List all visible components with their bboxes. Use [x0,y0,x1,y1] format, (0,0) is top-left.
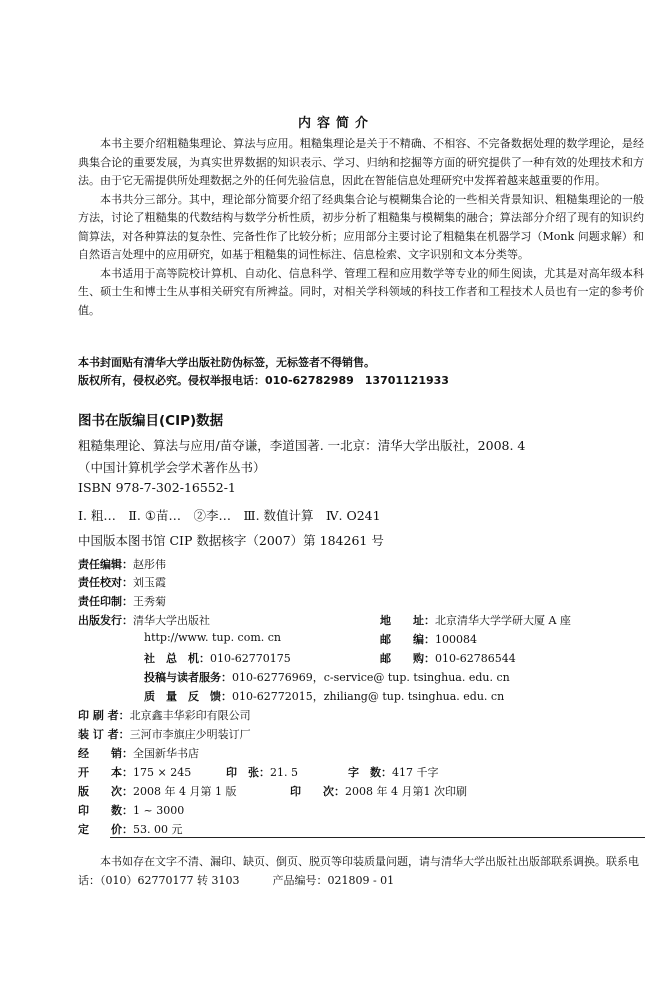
editor-value: 赵彤伟 [133,558,166,571]
quality-feedback-label: 质 量 反 馈： [144,690,232,703]
format-label: 开 本： [78,766,133,779]
intro-paragraph: 本书共分三部分。其中，理论部分简要介绍了经典集合论与模糊集合论的一些相关背景知识、粗糙集理论的一般方法，讨论了粗糙集的代数结构与数学分析性质，初步分析了粗糙集与模糊集的融合；算法部分介绍了现有的知识约简算法，对各种算法的复杂性、完备性作了比较分析；应用部分主要讨论了粗糙集在机器学习（Monk 问题求解）和自然语言处理中的应用研究，如基于粗糙集的词性标注、信息检索、文字识别和文本分类等。 [78,192,644,261]
sheets-label: 印 张： [226,766,270,779]
binder-value: 三河市李旗庄少明装订厂 [129,728,251,741]
switchboard-value: 010-62770175 [210,652,291,665]
cip-line: ISBN 978-7-302-16552-1 [78,480,236,495]
word-count-label: 字 数： [348,766,392,779]
switchboard-label: 社 总 机： [144,652,210,665]
printer-value: 北京鑫丰华彩印有限公司 [129,709,251,722]
word-count-value: 417 千字 [392,766,439,779]
distributor-label: 经 销： [78,747,133,760]
printing-value: 王秀菊 [133,595,166,608]
edition-value: 2008 年 4 月第 1 版 [133,785,237,798]
content-intro [78,135,644,320]
intro-paragraph: 本书适用于高等院校计算机、自动化、信息科学、管理工程和应用数学等专业的师生阅读，尤其是对高年级本科生、硕士生和博士生从事相关研究有所裨益。同时，对相关学科领域的科技工作者和工程技术人员也有一定的参考价值。 [78,266,644,317]
cip-heading: 图书在版编目(CIP)数据 [78,413,224,429]
copyright-hotline: 版权所有，侵权必究。侵权举报电话：010-62782989 13701121933 [78,374,449,387]
distributor-value: 全国新华书店 [133,747,199,760]
print-run-label: 印 次： [290,785,345,798]
mail-order-value: 010-62786544 [435,652,516,665]
reader-service-value: 010-62776969，c-service@ tup. tsinghua. edu. cn [232,671,510,684]
postcode-value: 100084 [435,633,477,646]
price-label: 定 价： [78,823,133,836]
footer-note-text: 本书如存在文字不清、漏印、缺页、倒页、脱页等印装质量问题，请与清华大学出版社出版部联系调换。联系电话：（010）62770177 转 3103 产品编号：021809 - 01 [78,855,639,887]
printer-label: 印 刷 者： [78,709,130,722]
mail-order-label: 邮 购： [380,652,435,665]
quality-feedback-value: 010-62772015，zhiliang@ tup. tsinghua. edu. cn [232,690,505,703]
price-value: 53. 00 元 [133,823,183,836]
edition-label: 版 次： [78,785,133,798]
publishing-info [78,556,638,836]
website: http://www. tup. com. cn [144,631,282,644]
cip-line: Ⅰ. 粗… Ⅱ. ①苗… ②李… Ⅲ. 数值计算 Ⅳ. O241 [78,508,381,523]
cip-line: （中国计算机学会学术著作丛书） [78,460,266,475]
intro-paragraph: 本书主要介绍粗糙集理论、算法与应用。粗糙集理论是关于不精确、不相容、不完备数据处理的数学理论，是经典集合论的重要发展，为真实世界数据的知识表示、学习、归纳和挖掘等方面的研究提供了一种有效的处理技术和方法。由于它无需提供所处理数据之外的任何先验信息，因此在智能信息处理研究中发挥着越来越重要的作用。 [78,137,644,187]
footer-divider [110,837,645,838]
binder-label: 装 订 者： [78,728,130,741]
proofreader-label: 责任校对： [78,576,133,589]
proofreader-value: 刘玉霞 [133,576,166,589]
postcode-label: 邮 编： [380,633,435,646]
address-value: 北京清华大学学研大厦 A 座 [435,614,571,627]
cip-line: 中国版本图书馆 CIP 数据核字（2007）第 184261 号 [78,533,384,548]
address-label: 地 址： [380,614,435,627]
publisher-label: 出版发行： [78,614,133,627]
sheets-value: 21. 5 [270,766,298,779]
cip-line: 粗糙集理论、算法与应用/苗夺谦，李道国著. 一北京：清华大学出版社，2008. 4 [78,438,526,453]
copies-value: 1 ~ 3000 [133,804,185,817]
copies-label: 印 数： [78,804,133,817]
format-value: 175 × 245 [133,766,192,779]
publisher-value: 清华大学出版社 [133,614,210,627]
copyright-notices [78,354,449,390]
printing-label: 责任印制： [78,595,133,608]
content-intro-title: 内容简介 [297,116,374,131]
anti-counterfeit-notice: 本书封面贴有清华大学出版社防伪标签，无标签者不得销售。 [78,356,375,369]
footer-note [78,852,644,890]
reader-service-label: 投稿与读者服务： [144,671,232,684]
editor-label: 责任编辑： [78,558,133,571]
print-run-value: 2008 年 4 月第1 次印刷 [345,785,467,798]
